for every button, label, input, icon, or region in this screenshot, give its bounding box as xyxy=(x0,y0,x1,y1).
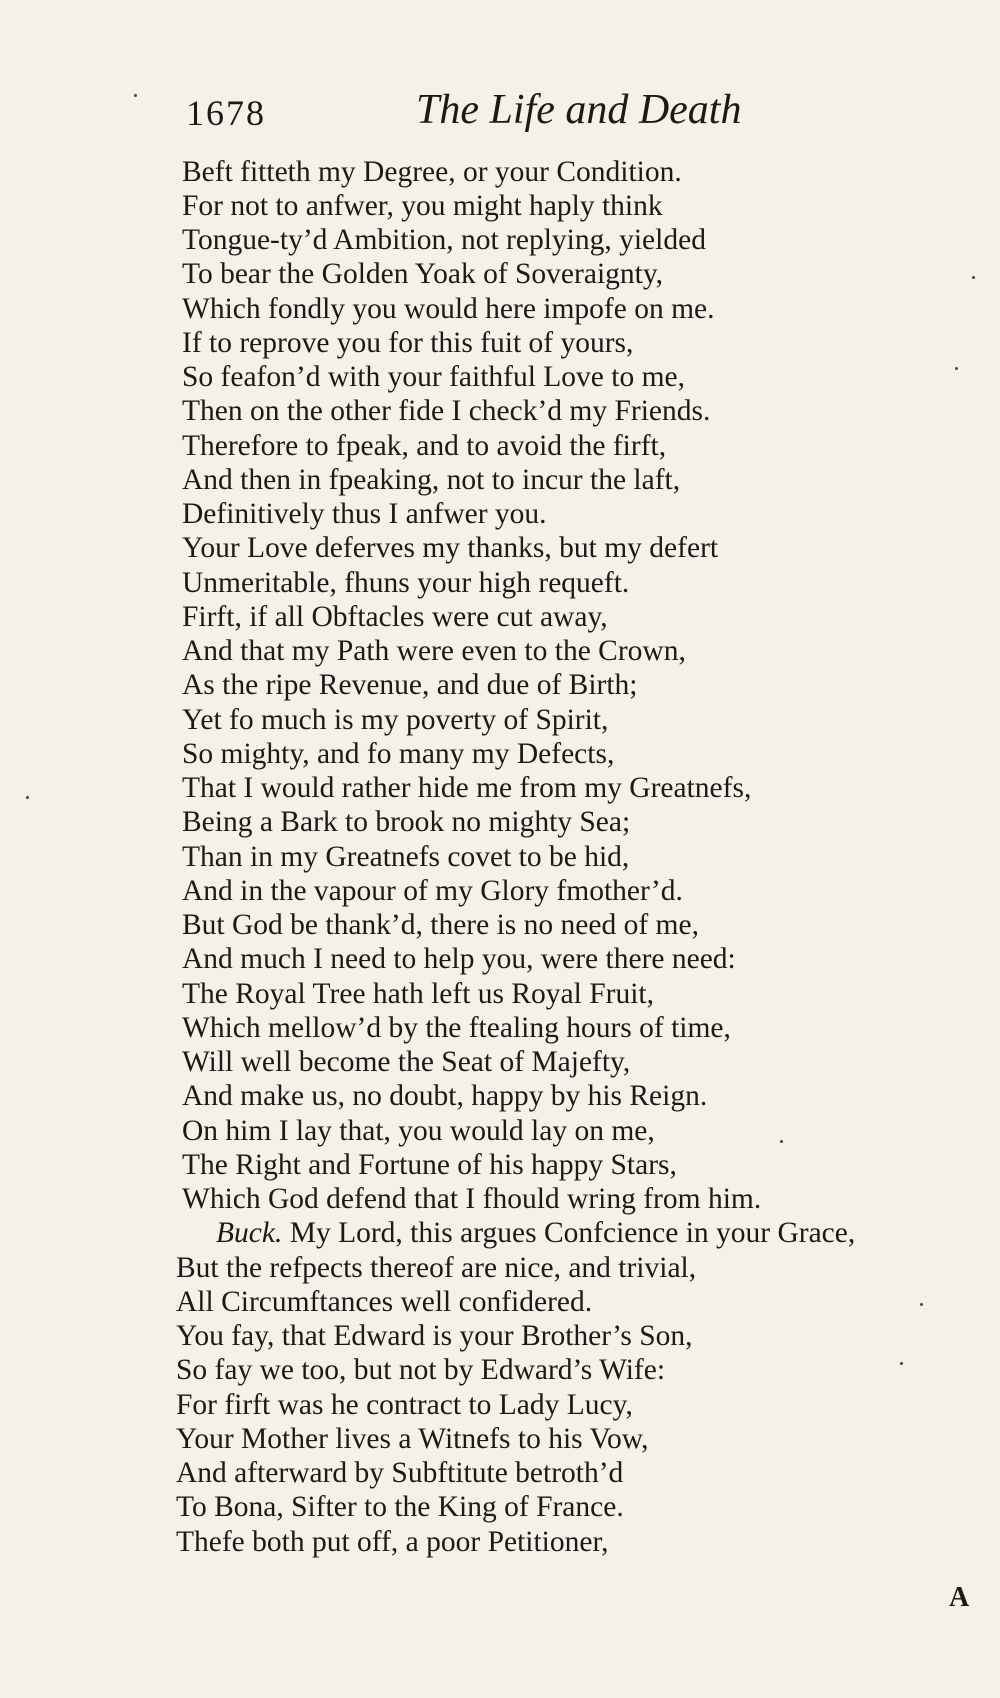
verse-line: Your Mother lives a Witnefs to his Vow, xyxy=(176,1423,649,1455)
verse-line: Which mellow’d by the ftealing hours of time, xyxy=(182,1012,731,1044)
verse-line: Firft, if all Obftacles were cut away, xyxy=(182,601,608,633)
verse-line: To Bona, Sifter to the King of France. xyxy=(176,1491,624,1523)
page-number: 1678 xyxy=(186,93,266,133)
speech-text: My Lord, this argues Confcience in your Grace, xyxy=(289,1217,856,1249)
verse-line: As the ripe Revenue, and due of Birth; xyxy=(182,669,638,701)
catchword: A xyxy=(949,1582,970,1613)
verse-line: So fay we too, but not by Edward’s Wife: xyxy=(176,1354,666,1386)
verse-line: Your Love deferves my thanks, but my defert xyxy=(182,532,719,564)
paper-speck xyxy=(972,276,975,279)
verse-line: So mighty, and fo many my Defects, xyxy=(182,738,615,770)
verse-line xyxy=(216,1216,855,1250)
paper-speck xyxy=(920,1303,923,1306)
verse-line: And then in fpeaking, not to incur the laft, xyxy=(182,464,681,496)
verse-line: For firft was he contract to Lady Lucy, xyxy=(176,1389,633,1421)
paper-speck xyxy=(26,796,29,799)
verse-line: Which God defend that I fhould wring from him. xyxy=(182,1183,762,1215)
verse-line: Which fondly you would here impofe on me. xyxy=(182,293,715,325)
running-head xyxy=(180,82,780,142)
verse-line: Unmeritable, fhuns your high requeft. xyxy=(182,567,630,599)
verse-line: And make us, no doubt, happy by his Reign. xyxy=(182,1080,708,1112)
verse-line: Will well become the Seat of Majefty, xyxy=(182,1046,631,1078)
paper-speck xyxy=(900,1362,903,1365)
verse-line: Yet fo much is my poverty of Spirit, xyxy=(182,704,609,736)
verse-line: But the refpects thereof are nice, and trivial, xyxy=(176,1252,697,1284)
verse-line: So feafon’d with your faithful Love to me, xyxy=(182,361,686,393)
verse-line: For not to anfwer, you might haply think xyxy=(182,190,663,222)
verse-line: You fay, that Edward is your Brother’s Son, xyxy=(176,1320,693,1352)
verse-line: Then on the other fide I check’d my Friends. xyxy=(182,395,711,427)
verse-line: Thefe both put off, a poor Petitioner, xyxy=(176,1526,609,1558)
verse-line: To bear the Golden Yoak of Soveraignty, xyxy=(182,258,664,290)
verse-line: The Royal Tree hath left us Royal Fruit, xyxy=(182,978,654,1010)
verse-line: Being a Bark to brook no mighty Sea; xyxy=(182,806,631,838)
verse-line: But God be thank’d, there is no need of me, xyxy=(182,909,699,941)
verse-line: And much I need to help you, were there need: xyxy=(182,943,736,975)
verse-line: Therefore to fpeak, and to avoid the firft, xyxy=(182,430,667,462)
verse-line: All Circumftances well confidered. xyxy=(176,1286,593,1318)
verse-line: And afterward by Subftitute betroth’d xyxy=(176,1457,624,1489)
verse-line: Than in my Greatnefs covet to be hid, xyxy=(182,841,630,873)
book-title: The Life and Death xyxy=(416,87,742,133)
verse-line: The Right and Fortune of his happy Stars, xyxy=(182,1149,677,1181)
verse-line: Tongue-ty’d Ambition, not replying, yielded xyxy=(182,224,706,256)
verse-line: That I would rather hide me from my Greatnefs, xyxy=(182,772,752,804)
verse-line: And in the vapour of my Glory fmother’d. xyxy=(182,875,683,907)
verse-line: Beft fitteth my Degree, or your Condition. xyxy=(182,156,682,188)
speaker-label: Buck. xyxy=(216,1217,283,1249)
verse-line: And that my Path were even to the Crown, xyxy=(182,635,686,667)
paper-speck xyxy=(134,94,137,97)
verse-line: On him I lay that, you would lay on me, xyxy=(182,1115,655,1147)
verse-line: Definitively thus I anfwer you. xyxy=(182,498,547,530)
paper-speck xyxy=(955,367,958,370)
verse-line: If to reprove you for this fuit of yours, xyxy=(182,327,634,359)
paper-speck xyxy=(780,1140,783,1143)
